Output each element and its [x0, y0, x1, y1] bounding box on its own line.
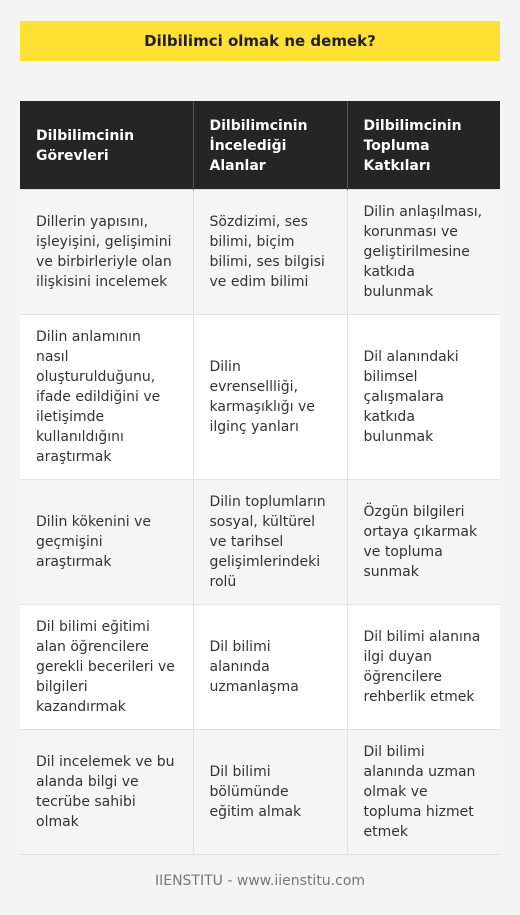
table-row [20, 480, 500, 605]
table-row [20, 605, 500, 730]
column-header-fields: Dilbilimcinin İncelediği Alanlar [193, 101, 347, 190]
table-row [20, 190, 500, 315]
table-cell: Sözdizimi, ses bilimi, biçim bilimi, ses bilgisi ve edim bilimi [193, 190, 347, 315]
table-row [20, 730, 500, 855]
table-cell: Dil bilimi alanında uzman olmak ve topluma hizmet etmek [347, 730, 500, 855]
table-cell: Dil bilimi bölümünde eğitim almak [193, 730, 347, 855]
table-cell: Dilin kökenini ve geçmişini araştırmak [20, 480, 193, 605]
table-cell: Dilin anlaşılması, korunması ve geliştirilmesine katkıda bulunmak [347, 190, 500, 315]
table-cell: Dil alanındaki bilimsel çalışmalara katkıda bulunmak [347, 315, 500, 480]
table-header-row [20, 101, 500, 190]
table-cell: Dilin toplumların sosyal, kültürel ve tarihsel gelişimlerindeki rolü [193, 480, 347, 605]
page-title: Dilbilimci olmak ne demek? [20, 21, 500, 61]
table-cell: Dilin anlamının nasıl oluşturulduğunu, ifade edildiğini ve iletişimde kullanıldığını araştırmak [20, 315, 193, 480]
table-cell: Dil bilimi eğitimi alan öğrencilere gerekli becerileri ve bilgileri kazandırmak [20, 605, 193, 730]
column-header-contributions: Dilbilimcinin Topluma Katkıları [347, 101, 500, 190]
column-header-duties: Dilbilimcinin Görevleri [20, 101, 193, 190]
table-cell: Dil bilimi alanında uzmanlaşma [193, 605, 347, 730]
table-cell: Dillerin yapısını, işleyişini, gelişimini ve birbirleriyle olan ilişkisini incelemek [20, 190, 193, 315]
table-row [20, 315, 500, 480]
table-cell: Özgün bilgileri ortaya çıkarmak ve topluma sunmak [347, 480, 500, 605]
table-cell: Dil incelemek ve bu alanda bilgi ve tecrübe sahibi olmak [20, 730, 193, 855]
info-table [20, 101, 500, 855]
table-cell: Dil bilimi alanına ilgi duyan öğrencilere rehberlik etmek [347, 605, 500, 730]
table-cell: Dilin evrensellliği, karmaşıklığı ve ilginç yanları [193, 315, 347, 480]
footer-credit: IIENSTITU - www.iienstitu.com [154, 873, 366, 889]
